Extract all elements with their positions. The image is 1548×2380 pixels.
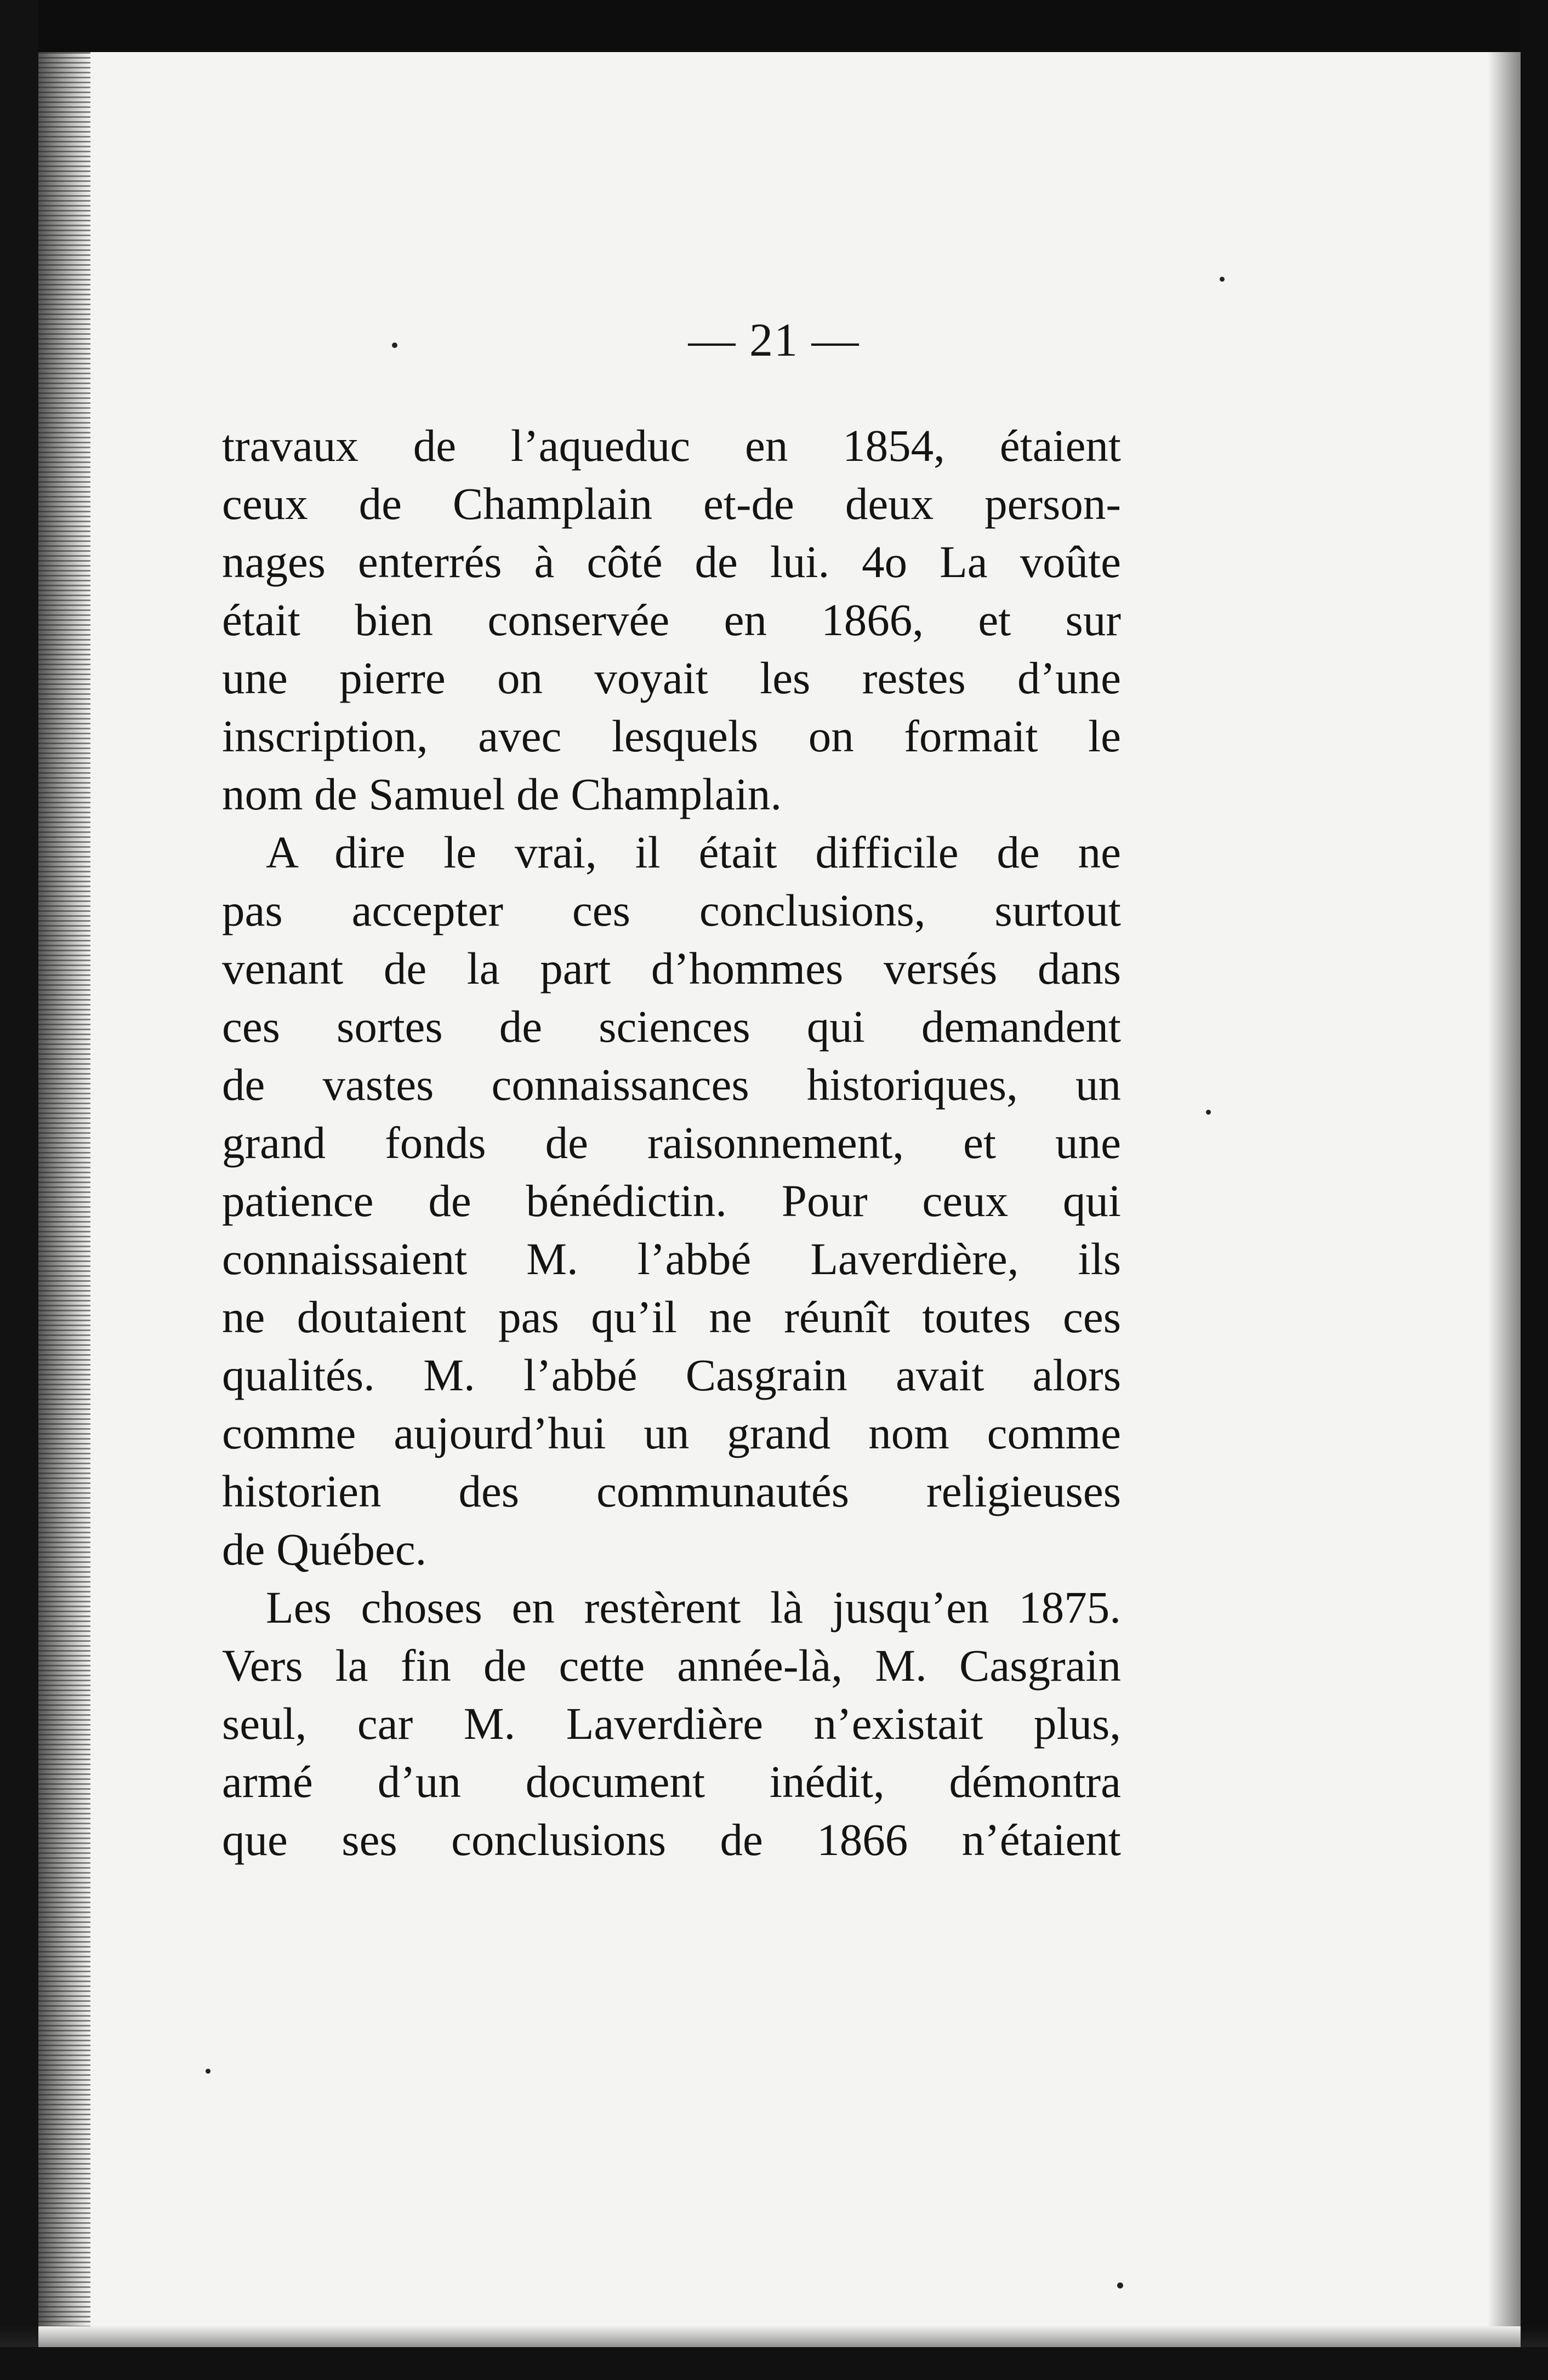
text-line: seul, car M. Laverdière n’existait plus, xyxy=(222,1698,1121,1749)
scan-speck xyxy=(1117,2282,1123,2288)
text-line: venant de la part d’hommes versés dans xyxy=(222,943,1121,994)
text-line: ceux de Champlain et-de deux person- xyxy=(222,478,1121,529)
text-line: historien des communautés religieuses xyxy=(222,1466,1121,1516)
text-line: de Québec. xyxy=(222,1524,427,1574)
text-line: comme aujourd’hui un grand nom comme xyxy=(222,1408,1121,1458)
text-line: pas accepter ces conclusions, surtout xyxy=(222,885,1121,935)
body-text xyxy=(222,416,1121,1869)
text-line: que ses conclusions de 1866 n’étaient xyxy=(222,1814,1121,1865)
text-line: qualités. M. l’abbé Casgrain avait alors xyxy=(222,1350,1121,1400)
text-line: A dire le vrai, il était difficile de ne xyxy=(266,827,1121,877)
scan-speck xyxy=(206,2069,210,2074)
text-line: grand fonds de raisonnement, et une xyxy=(222,1117,1121,1168)
text-line: ne doutaient pas qu’il ne réunît toutes ces xyxy=(222,1292,1121,1342)
scan-speck xyxy=(1220,277,1225,282)
text-line: ces sortes de sciences qui demandent xyxy=(222,1001,1121,1052)
scan-border-bottom xyxy=(0,2347,1548,2380)
scan-border-top xyxy=(0,0,1548,52)
text-line: connaissaient M. l’abbé Laverdière, ils xyxy=(222,1234,1121,1284)
page-bottom-shadow xyxy=(0,2325,1548,2347)
text-line: nages enterrés à côté de lui. 4o La voûte xyxy=(222,537,1121,587)
book-spine-shadow xyxy=(38,52,90,2326)
text-line: patience de bénédictin. Pour ceux qui xyxy=(222,1175,1121,1226)
text-line: de vastes connaissances historiques, un xyxy=(222,1059,1121,1110)
text-line: une pierre on voyait les restes d’une xyxy=(222,653,1121,703)
scan-speck xyxy=(1206,1110,1211,1115)
text-line: était bien conservée en 1866, et sur xyxy=(222,595,1121,645)
text-line: travaux de l’aqueduc en 1854, étaient xyxy=(222,420,1121,471)
text-line: Vers la fin de cette année-là, M. Casgrain xyxy=(222,1640,1121,1691)
page-edge-shadow xyxy=(1488,52,1521,2326)
page-number: — 21 — xyxy=(688,313,860,366)
text-line: inscription, avec lesquels on formait le xyxy=(222,711,1121,761)
text-line: armé d’un document inédit, démontra xyxy=(222,1756,1121,1807)
text-line: nom de Samuel de Champlain. xyxy=(222,769,782,819)
text-line: Les choses en restèrent là jusqu’en 1875. xyxy=(266,1582,1121,1633)
